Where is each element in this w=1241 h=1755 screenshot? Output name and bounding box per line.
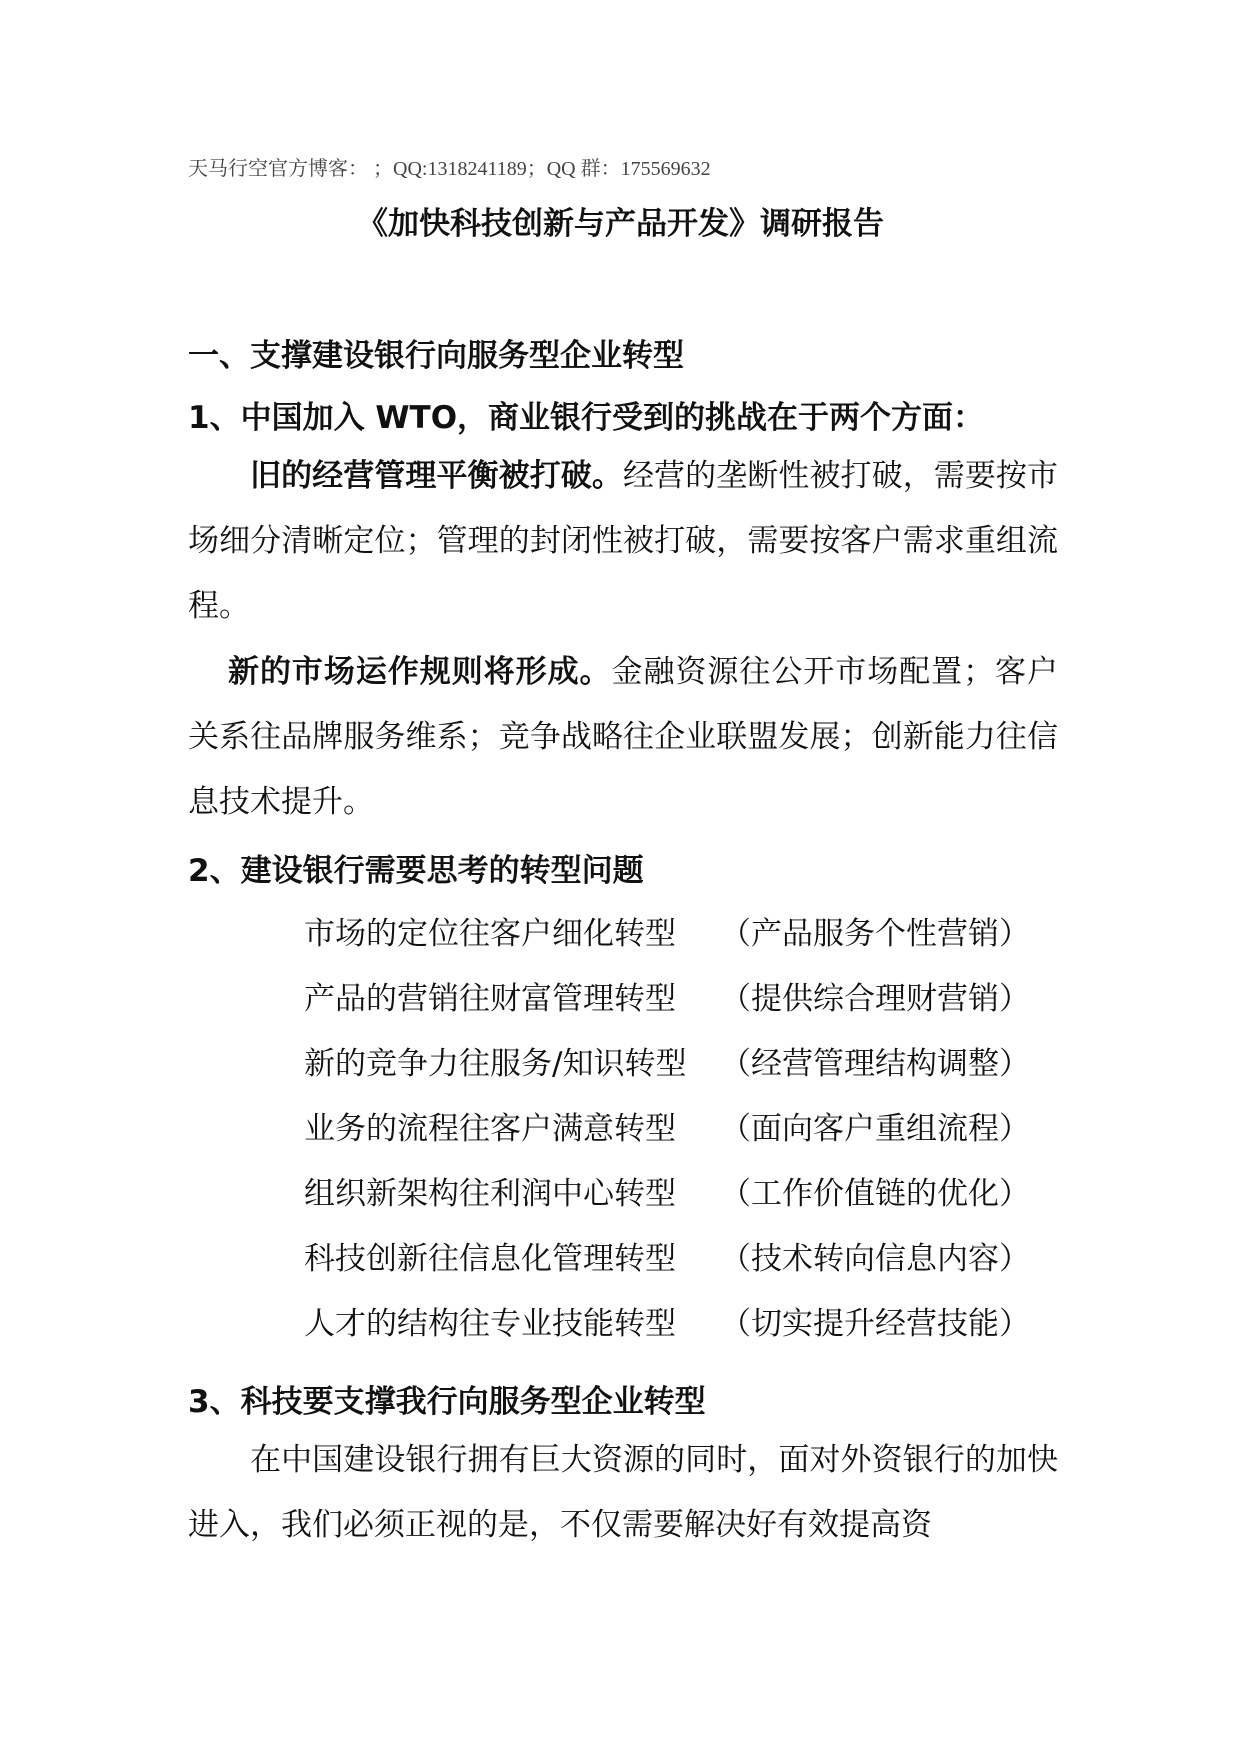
list-item: 业务的流程往客户满意转型 （面向客户重组流程） xyxy=(304,1111,1030,1147)
list-item: 科技创新往信息化管理转型 （技术转向信息内容） xyxy=(304,1241,1030,1277)
paragraph-body: 经营的垄断性被打破，需要按市场细分清晰定位；管理的封闭性被打破，需要按客户需求重组流程。 xyxy=(188,458,1059,624)
point-heading-2: 2、建设银行需要思考的转型问题 xyxy=(188,853,644,889)
document-title: 《加快科技创新与产品开发》调研报告 xyxy=(357,206,884,242)
transformation-list xyxy=(304,902,1030,1357)
list-item: 新的竞争力往服务/知识转型 （经营管理结构调整） xyxy=(304,1046,1030,1082)
paragraph-new-rules xyxy=(188,640,1058,835)
list-item: 人才的结构往专业技能转型 （切实提升经营技能） xyxy=(304,1306,1030,1342)
point-heading-1: 1、中国加入 WTO，商业银行受到的挑战在于两个方面： xyxy=(188,400,985,436)
paragraph-body: 金融资源往公开市场配置；客户关系往品牌服务维系；竞争战略往企业联盟发展；创新能力往信息技术提升。 xyxy=(188,654,1059,820)
list-item: 市场的定位往客户细化转型 （产品服务个性营销） xyxy=(304,916,1030,952)
paragraph-lead: 新的市场运作规则将形成。 xyxy=(228,654,612,690)
paragraph-lead: 旧的经营管理平衡被打破。 xyxy=(250,458,623,494)
point-heading-3: 3、科技要支撑我行向服务型企业转型 xyxy=(188,1384,706,1420)
header-contact-line: 天马行空官方博客： ；QQ:1318241189；QQ 群：175569632 xyxy=(188,158,711,180)
paragraph-old-balance xyxy=(188,444,1058,639)
list-item: 产品的营销往财富管理转型 （提供综合理财营销） xyxy=(304,981,1030,1017)
list-item: 组织新架构往利润中心转型 （工作价值链的优化） xyxy=(304,1176,1030,1212)
paragraph-challenge: 在中国建设银行拥有巨大资源的同时，面对外资银行的加快进入，我们必须正视的是，不仅需要解决好有效提高资 xyxy=(188,1442,1058,1543)
section-heading-1: 一、支撑建设银行向服务型企业转型 xyxy=(188,338,684,374)
